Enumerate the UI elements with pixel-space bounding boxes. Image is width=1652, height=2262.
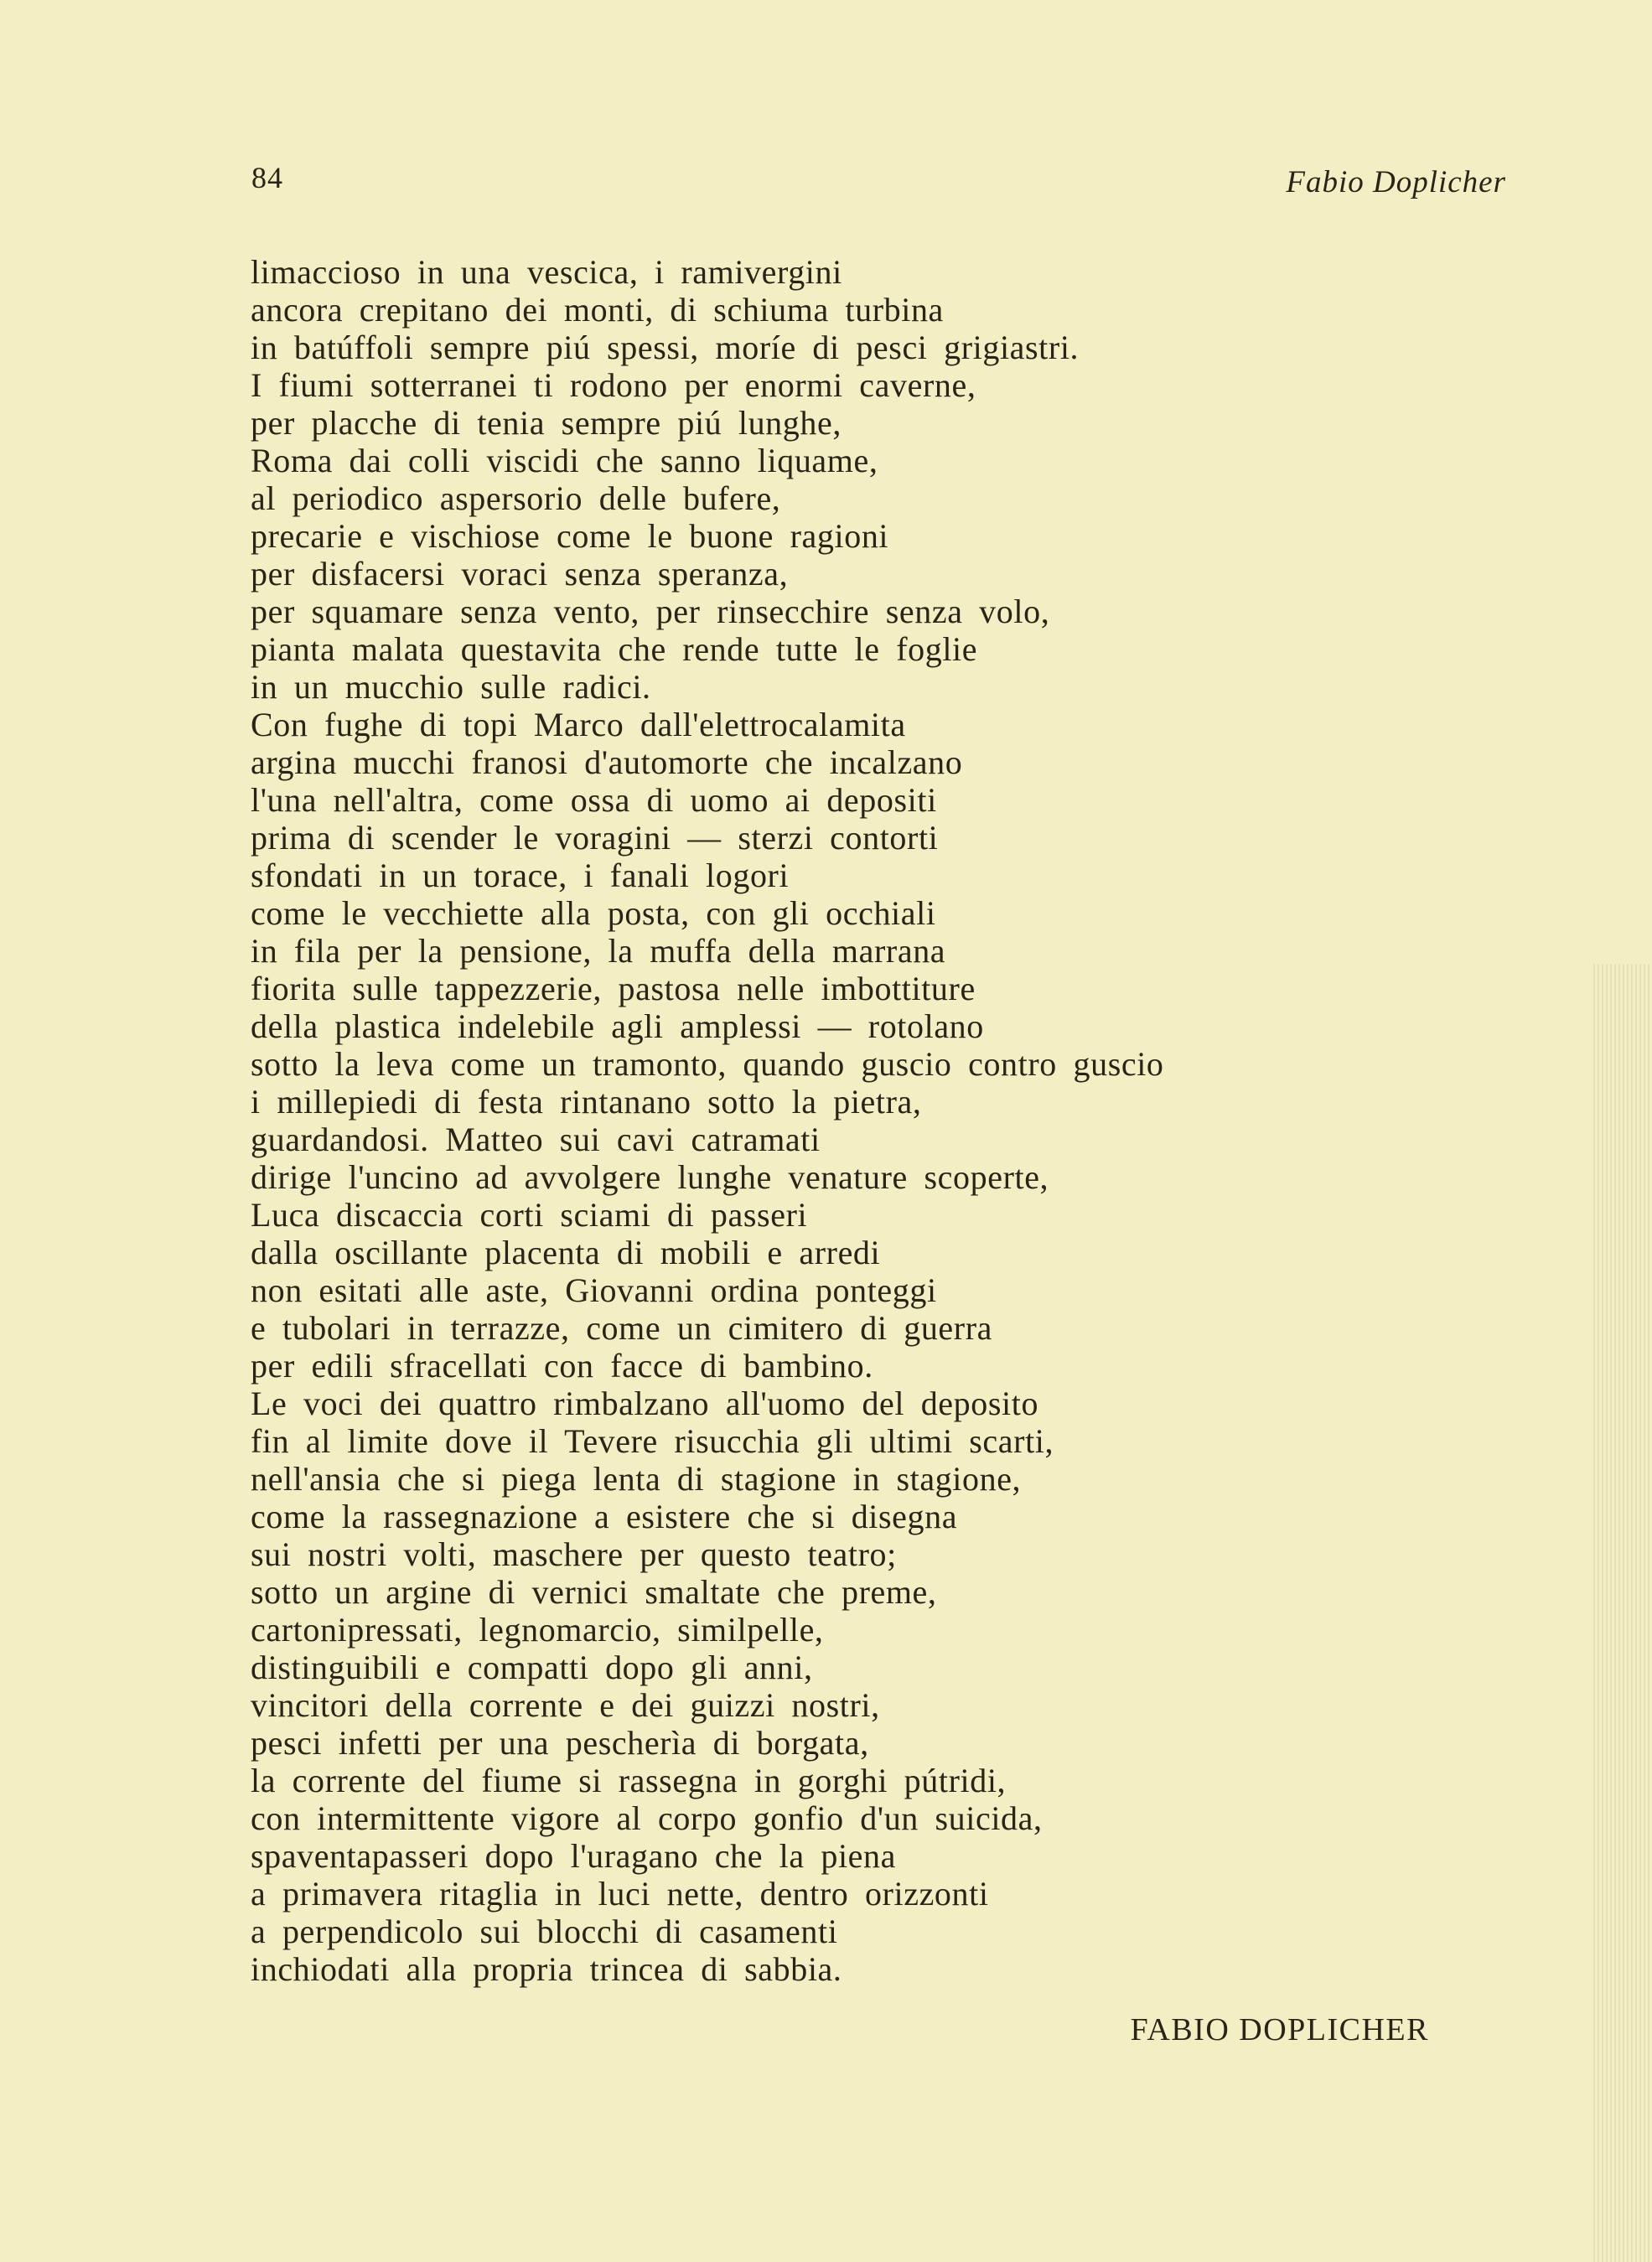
poem-line: pesci infetti per una pescherìa di borgata, [251, 1724, 869, 1762]
poem-line: dalla oscillante placenta di mobili e arredi [251, 1234, 881, 1271]
poem-line: la corrente del fiume si rassegna in gorghi pútridi, [251, 1762, 1007, 1799]
poem-line: l'una nell'altra, come ossa di uomo ai depositi [251, 781, 937, 819]
poem-line: spaventapasseri dopo l'uragano che la piena [251, 1837, 896, 1875]
poem-line: come la rassegnazione a esistere che si disegna [251, 1498, 958, 1535]
poem-line: in un mucchio sulle radici. [251, 668, 651, 706]
poem-line: limaccioso in una vescica, i ramivergini [251, 253, 842, 291]
poem-line: in fila per la pensione, la muffa della marrana [251, 932, 946, 970]
poem-line: al periodico aspersorio delle bufere, [251, 479, 781, 517]
poem-line: della plastica indelebile agli amplessi — rotolano [251, 1007, 984, 1045]
poem-line: cartonipressati, legnomarcio, similpelle, [251, 1611, 824, 1649]
poem-line: guardandosi. Matteo sui cavi catramati [251, 1121, 821, 1158]
poem-line: e tubolari in terrazze, come un cimitero di guerra [251, 1309, 992, 1347]
poem-line: sfondati in un torace, i fanali logori [251, 857, 790, 894]
poem-line: Con fughe di topi Marco dall'elettrocalamita [251, 706, 906, 743]
page-edge-shadow [1593, 964, 1652, 2262]
poem-line: vincitori della corrente e dei guizzi nostri, [251, 1686, 880, 1724]
poem-line: fiorita sulle tappezzerie, pastosa nelle imbottiture [251, 970, 976, 1007]
poem-line: inchiodati alla propria trincea di sabbia. [251, 1950, 842, 1988]
poem-line: distinguibili e compatti dopo gli anni, [251, 1649, 813, 1686]
poem-line: Le voci dei quattro rimbalzano all'uomo del deposito [251, 1385, 1039, 1422]
author-signature: FABIO DOPLICHER [1130, 2012, 1429, 2047]
poem-line: non esitati alle aste, Giovanni ordina ponteggi [251, 1271, 937, 1309]
poem-line: a primavera ritaglia in luci nette, dentro orizzonti [251, 1875, 989, 1913]
poem-line: per edili sfracellati con facce di bambino. [251, 1347, 873, 1385]
poem-line: fin al limite dove il Tevere risucchia gli ultimi scarti, [251, 1422, 1054, 1460]
poem-line: per placche di tenia sempre piú lunghe, [251, 404, 842, 442]
poem-line: per squamare senza vento, per rinsecchire senza volo, [251, 593, 1050, 630]
poem-line: Roma dai colli viscidi che sanno liquame, [251, 442, 878, 479]
poem-line: dirige l'uncino ad avvolgere lunghe venature scoperte, [251, 1158, 1049, 1196]
poem-line: argina mucchi franosi d'automorte che incalzano [251, 743, 963, 781]
page-number: 84 [251, 161, 283, 194]
poem-line: sotto la leva come un tramonto, quando guscio contro guscio [251, 1045, 1164, 1083]
poem-line: sui nostri volti, maschere per questo teatro; [251, 1535, 897, 1573]
poem-line: sotto un argine di vernici smaltate che preme, [251, 1573, 937, 1611]
running-head: Fabio Doplicher [1286, 165, 1506, 199]
poem-line: come le vecchiette alla posta, con gli occhiali [251, 894, 936, 932]
poem-line: I fiumi sotterranei ti rodono per enormi caverne, [251, 366, 976, 404]
poem-line: i millepiedi di festa rintanano sotto la pietra, [251, 1083, 922, 1121]
poem-line: a perpendicolo sui blocchi di casamenti [251, 1913, 838, 1950]
poem-line: Luca discaccia corti sciami di passeri [251, 1196, 808, 1234]
poem-line: pianta malata questavita che rende tutte le foglie [251, 630, 978, 668]
poem-line: prima di scender le voragini — sterzi contorti [251, 819, 939, 857]
poem-line: precarie e vischiose come le buone ragioni [251, 517, 889, 555]
poem-line: con intermittente vigore al corpo gonfio d'un suicida, [251, 1799, 1043, 1837]
poem-line: per disfacersi voraci senza speranza, [251, 555, 789, 593]
poem-body [251, 253, 1424, 1988]
poem-line: ancora crepitano dei monti, di schiuma turbina [251, 291, 944, 329]
poem-line: nell'ansia che si piega lenta di stagione in stagione, [251, 1460, 1022, 1498]
poem-line: in batúffoli sempre piú spessi, moríe di pesci grigiastri. [251, 329, 1080, 366]
